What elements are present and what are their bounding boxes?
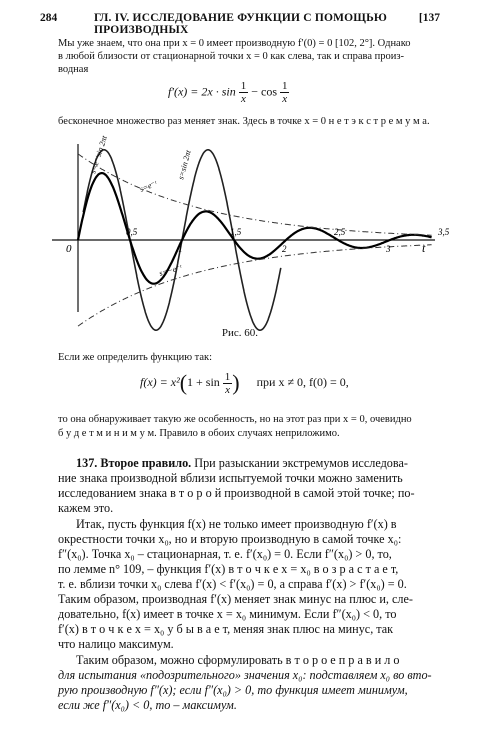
def-frac xyxy=(223,371,233,396)
envelope-bottom xyxy=(78,245,432,326)
section-p2-line-1: окрестности точки x₀, но и вторую производную в самой точке x₀: xyxy=(58,532,402,546)
formula1-lhs: f′(x) = 2x · sin xyxy=(168,84,236,99)
label-envelope-top: s=e⁻ᵗ xyxy=(138,178,159,194)
tick-label-3: 3 xyxy=(386,244,391,254)
section-p3-line-3: если же f″(x₀) < 0, то – максимум. xyxy=(58,698,237,712)
section-p3-line-0: Таким образом, можно сформулировать в т о р о е п р а в и л о xyxy=(76,653,400,667)
formula-derivative xyxy=(168,80,289,105)
def-paren-open: ( xyxy=(179,370,188,395)
after-formula-1: бесконечное множество раз меняет знак. Здесь в точке x = 0 н е т э к с т р е м у м а. xyxy=(58,116,430,127)
intro-line-1: Мы уже знаем, что она при x = 0 имеет производную f′(0) = 0 [102, 2°]. Однако xyxy=(58,38,411,49)
label-envelope-bottom: s=−e⁻ᵗ xyxy=(158,262,183,278)
def-lhs: f(x) = x² xyxy=(140,374,180,389)
section-title: 137. Второе правило. xyxy=(76,456,192,470)
intro-line-3: водная xyxy=(58,64,89,75)
section-p3-line-2: рую производную f″(x); если f″(x₀) > 0, то функция имеет минимум, xyxy=(58,683,408,697)
intro-line-2: в любой близости от стационарной точки x = 0 как слева, так и справа произ- xyxy=(58,51,405,62)
def-paren-close: ) xyxy=(232,370,240,395)
origin-label: 0 xyxy=(66,243,72,255)
label-damped: s=e⁻ᵗsin 2πt xyxy=(88,134,110,175)
def-inner: 1 + sin xyxy=(187,374,220,389)
t-axis-label: t xyxy=(422,241,426,255)
chapter-title: ГЛ. IV. ИССЛЕДОВАНИЕ ФУНКЦИИ С ПОМОЩЬЮ ПРОИЗВОДНЫХ xyxy=(94,12,388,36)
section-first-line xyxy=(76,456,450,471)
damped-oscillation-plot xyxy=(40,134,450,315)
section-p2-line-8: что налицо максимум. xyxy=(58,637,174,651)
section-p2-line-7: f′(x) в т о ч к е x = x₀ у б ы в а е т, меняя знак плюс на минус, так xyxy=(58,622,394,636)
tick-label-0-5: 0,5 xyxy=(126,227,138,237)
frac2-num: 1 xyxy=(281,80,288,92)
def-frac-den: x xyxy=(225,383,230,396)
section-p2-line-6: довательно, f(x) имеет в точке x = x₀ минимум. Если f″(x₀) < 0, то xyxy=(58,607,397,621)
section-p2-line-0: Итак, пусть функция f(x) не только имеет производную f′(x) в xyxy=(76,517,397,531)
frac1-den: x xyxy=(241,93,246,105)
tick-label-1: 1 xyxy=(178,244,183,254)
frac2-den: x xyxy=(282,93,288,105)
formula1-middle: − cos xyxy=(251,84,277,99)
label-sin: s=sin 2πt xyxy=(176,149,193,181)
formula-definition xyxy=(140,370,349,396)
section-p1-line-1: ние знака производной вблизи испытуемой точки можно заменить xyxy=(58,471,403,485)
def-condition: при x ≠ 0, f(0) = 0, xyxy=(256,374,349,389)
section-p2-line-4: т. е. вблизи точки x₀ слева f′(x) < f′(x₀) = 0, а справа f′(x) > f′(x₀) = 0. xyxy=(58,577,407,591)
formula1-frac-1 xyxy=(239,80,249,105)
section-number: [137 xyxy=(418,12,440,24)
tick-label-1-5: 1,5 xyxy=(230,227,242,237)
tick-label-2-5: 2,5 xyxy=(334,227,346,237)
envelope-top xyxy=(78,154,432,235)
section-p3-line-1: для испытания «подозрительного» значения x₀: подставляем x₀ во вто- xyxy=(58,668,432,682)
after-def-line-1: то она обнаруживает такую же особенность, но на этот раз при x = 0, очевидно xyxy=(58,414,412,425)
formula1-frac-2 xyxy=(280,80,290,105)
section-p1-line-0: При разыскании экстремумов исследова- xyxy=(194,456,408,470)
section-p2-line-3: по лемме n° 109, – функция f′(x) в т о ч к е x = x₀ в о з р а с т а е т, xyxy=(58,562,399,576)
tick-label-2: 2 xyxy=(282,244,287,254)
frac1-num: 1 xyxy=(240,80,247,92)
page-number: 284 xyxy=(40,12,58,24)
definition-intro: Если же определить функцию так: xyxy=(58,352,213,363)
after-def-line-2: б у д е т м и н и м у м. Правило в обоих случаях неприложимо. xyxy=(58,428,340,439)
figure-60 xyxy=(40,134,450,320)
section-p1-line-2: исследованием знака в т о р о й производной в самой этой точке; по- xyxy=(58,486,415,500)
def-frac-num: 1 xyxy=(224,370,231,383)
tick-label-3-5: 3,5 xyxy=(438,227,450,237)
section-p1-line-3: кажем это. xyxy=(58,501,114,515)
section-p2-line-2: f″(x₀). Точка x₀ – стационарная, т. е. f′(x₀) = 0. Если f″(x₀) > 0, то, xyxy=(58,547,392,561)
section-p2-line-5: Таким образом, производная f′(x) меняет знак минус на плюс и, сле- xyxy=(58,592,413,606)
figure-caption: Рис. 60. xyxy=(221,327,259,339)
